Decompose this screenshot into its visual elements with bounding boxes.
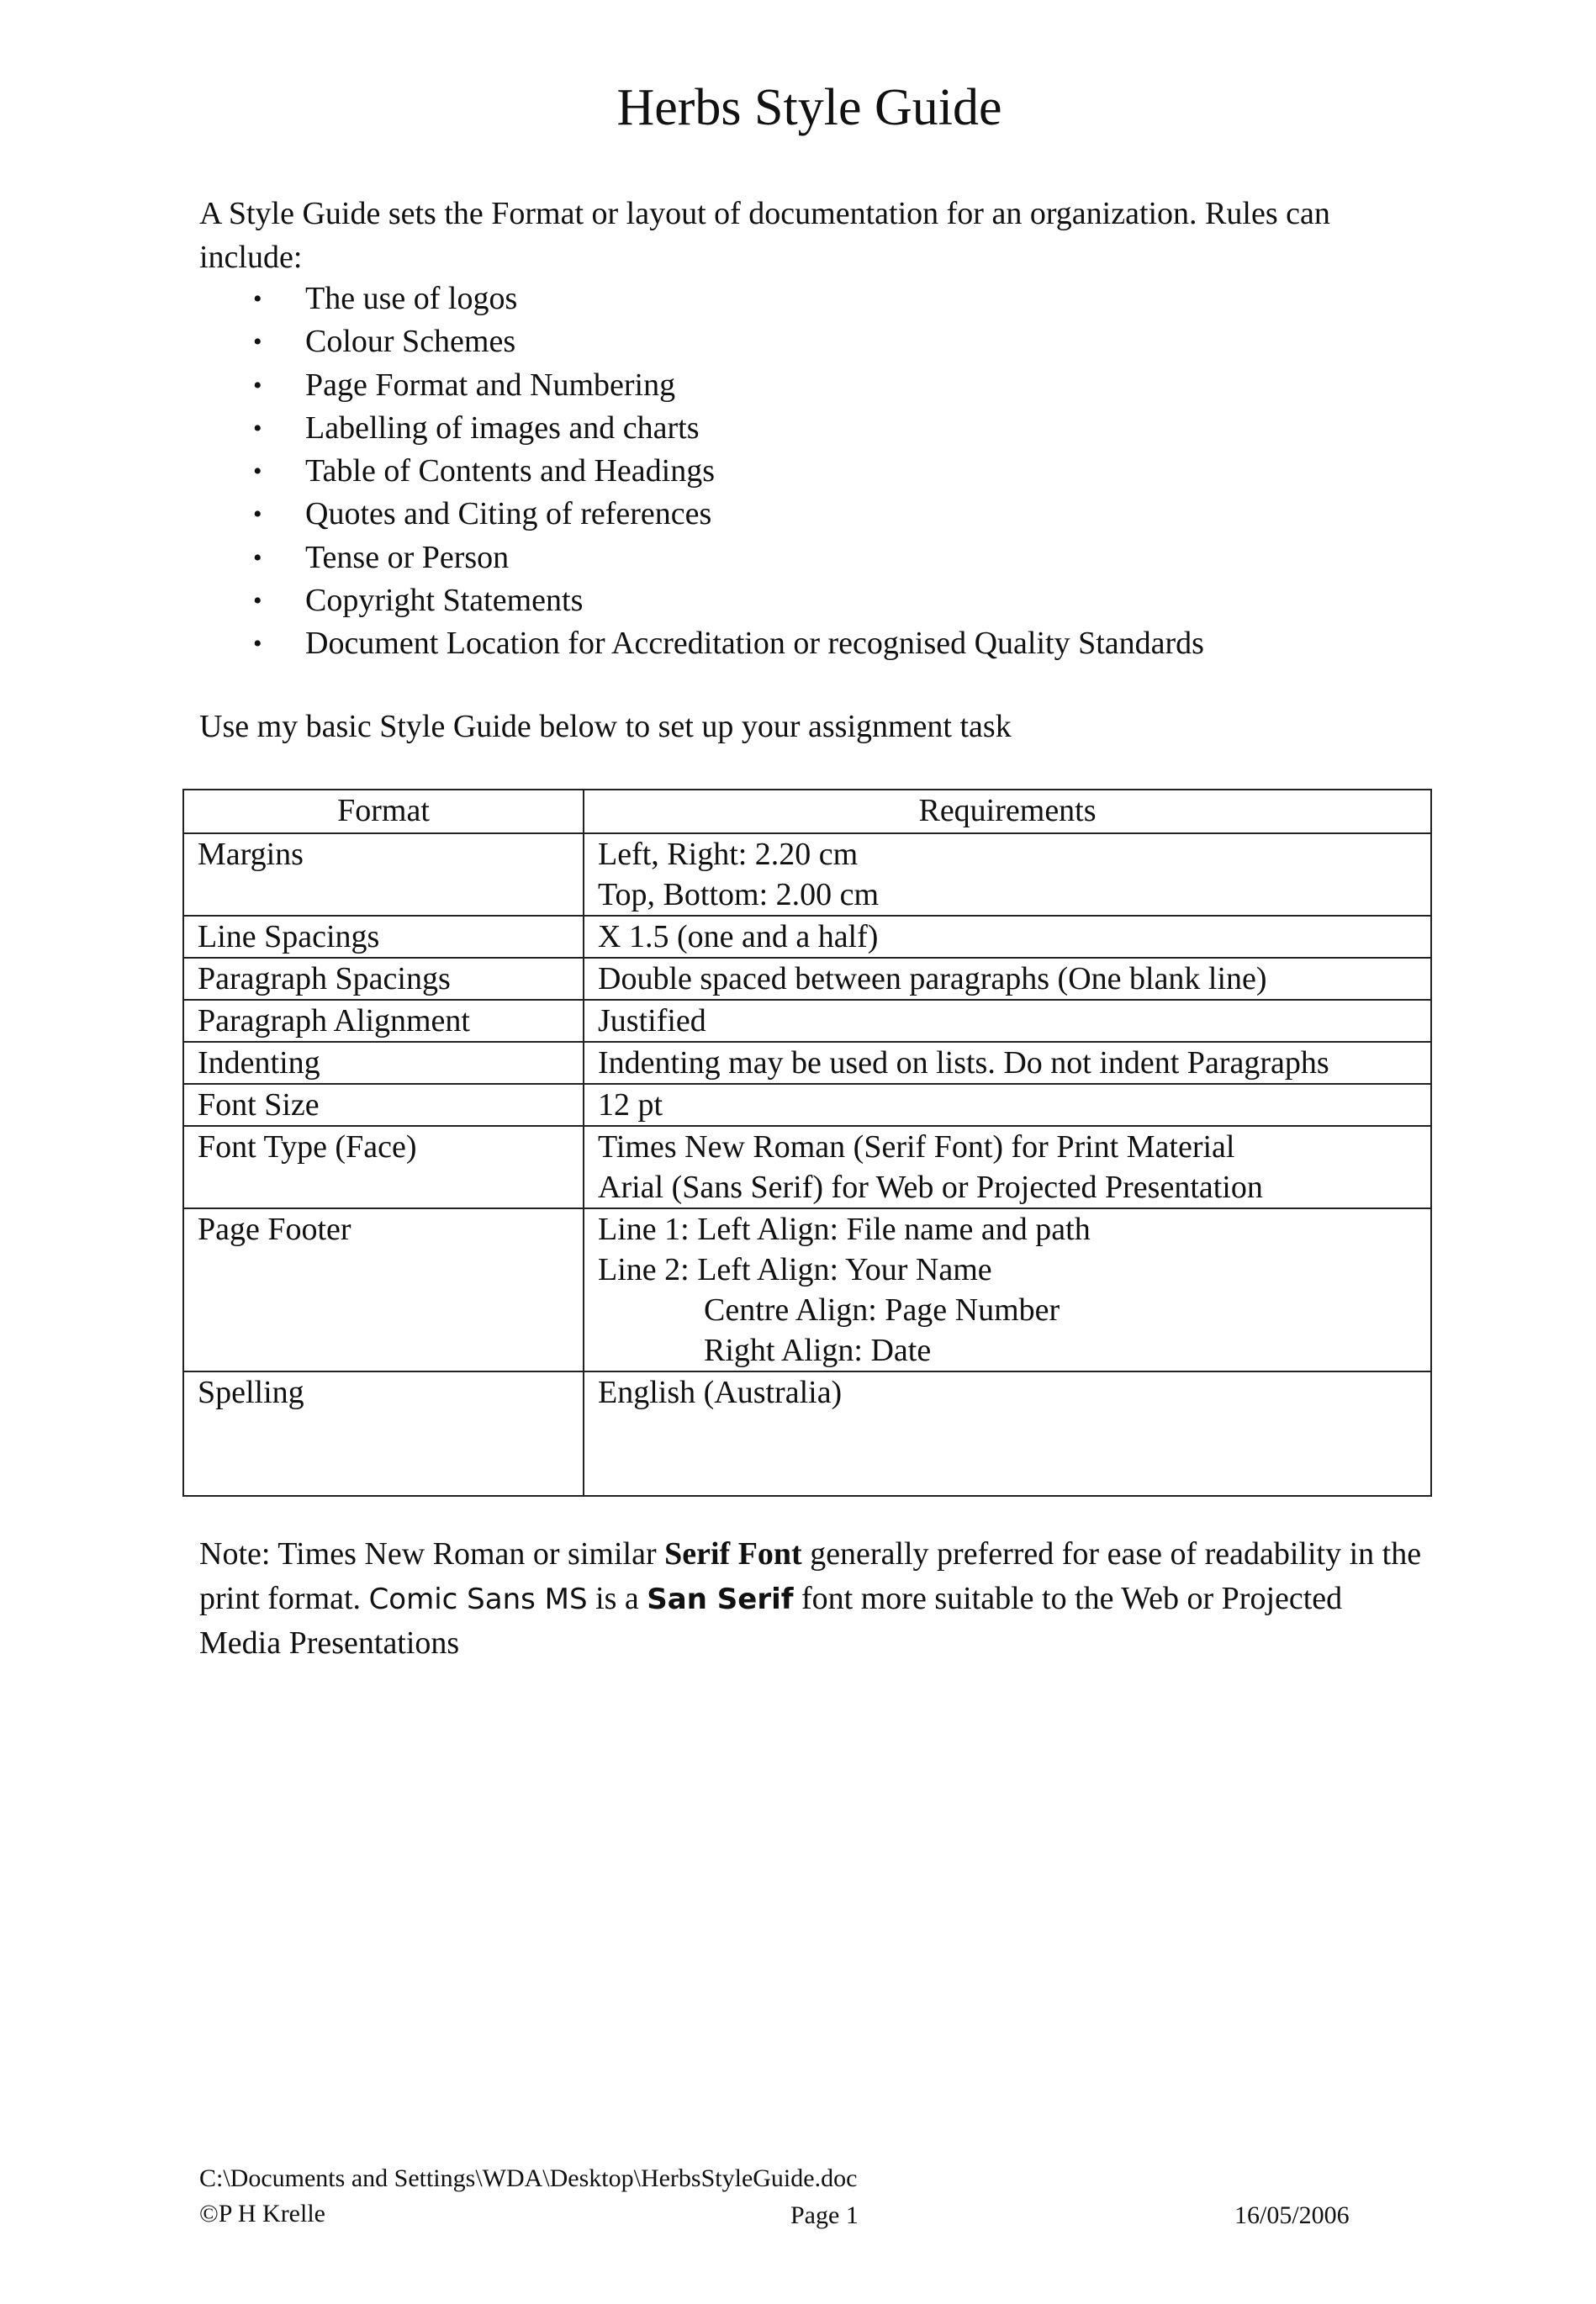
list-item-text: Tense or Person — [305, 539, 510, 575]
requirements-cell — [584, 1084, 1431, 1126]
bullet-icon: • — [253, 328, 262, 357]
list-item-text: Labelling of images and charts — [305, 410, 700, 446]
footer-date: 16/05/2006 — [1234, 2201, 1350, 2229]
header-requirements: Requirements — [584, 790, 1431, 833]
format-cell: Font Size — [183, 1084, 584, 1126]
format-cell: Paragraph Alignment — [183, 1000, 584, 1042]
requirement-line: Double spaced between paragraphs (One blank line) — [598, 961, 1267, 996]
style-guide-table — [182, 789, 1432, 1497]
note-text: generally preferred for ease of readability in the print format. — [199, 1536, 1422, 1616]
note-san-serif: San Serif — [647, 1582, 794, 1616]
table-row — [183, 1084, 1431, 1126]
table-row — [183, 1371, 1431, 1496]
list-item — [199, 320, 1204, 363]
list-item — [199, 493, 1204, 536]
table-row — [183, 1000, 1431, 1042]
table-row — [183, 1208, 1431, 1371]
note-paragraph — [199, 1532, 1427, 1666]
list-item — [199, 536, 1204, 579]
intro-paragraph: A Style Guide sets the Format or layout of documentation for an organization. Rules can include: — [199, 196, 1330, 275]
requirements-cell — [584, 1042, 1431, 1084]
footer-copyright: ©P H Krelle — [199, 2200, 325, 2227]
bullet-icon: • — [253, 285, 262, 313]
table-row — [183, 916, 1431, 958]
requirement-line: Arial (Sans Serif) for Web or Projected Presentation — [598, 1170, 1263, 1205]
bullet-icon: • — [253, 371, 262, 399]
list-item-text: Copyright Statements — [305, 583, 584, 619]
table-row — [183, 1126, 1431, 1208]
list-item-text: Table of Contents and Headings — [305, 453, 716, 489]
footer-file-path: C:\Documents and Settings\WDA\Desktop\HerbsStyleGuide.doc — [199, 2164, 858, 2192]
format-cell: Line Spacings — [183, 916, 584, 958]
requirements-cell — [584, 1371, 1431, 1496]
requirements-cell — [584, 1126, 1431, 1208]
list-item-text: Page Format and Numbering — [305, 367, 676, 403]
bullet-icon: • — [253, 457, 262, 486]
list-item-text: Quotes and Citing of references — [305, 496, 712, 532]
list-item — [199, 407, 1204, 450]
table-row — [183, 958, 1431, 1000]
requirement-line: Centre Align: Page Number — [704, 1292, 1060, 1328]
rules-list — [199, 277, 1204, 666]
requirement-line: 12 pt — [598, 1087, 663, 1123]
list-item-text: Document Location for Accreditation or recognised Quality Standards — [305, 626, 1204, 662]
requirement-line: English (Australia) — [598, 1375, 843, 1410]
bullet-icon: • — [253, 500, 262, 529]
requirements-cell — [584, 1000, 1431, 1042]
requirements-cell — [584, 958, 1431, 1000]
note-serif-font: Serif Font — [664, 1536, 802, 1572]
bullet-icon: • — [253, 587, 262, 616]
note-text: is a — [587, 1580, 647, 1616]
table-header-row — [183, 790, 1431, 833]
requirement-line: Indenting may be used on lists. Do not indent Paragraphs — [598, 1045, 1329, 1081]
requirement-line: Line 2: Left Align: Your Name — [598, 1252, 992, 1287]
list-item — [199, 450, 1204, 493]
list-item — [199, 579, 1204, 622]
bullet-icon: • — [253, 414, 262, 442]
format-cell: Margins — [183, 833, 584, 916]
requirement-line: Right Align: Date — [704, 1333, 932, 1368]
list-item — [199, 622, 1204, 665]
note-text: font more suitable to the Web or Projected Media Presentations — [199, 1580, 1343, 1661]
format-cell: Spelling — [183, 1371, 584, 1496]
note-text: Note: Times New Roman or similar — [199, 1536, 665, 1572]
list-item — [199, 277, 1204, 320]
list-item-text: The use of logos — [305, 281, 518, 316]
list-item-text: Colour Schemes — [305, 324, 516, 360]
bullet-icon: • — [253, 630, 262, 658]
requirement-line: X 1.5 (one and a half) — [598, 919, 879, 954]
requirements-cell — [584, 916, 1431, 958]
instruction-line: Use my basic Style Guide below to set up your assignment task — [199, 709, 1012, 744]
requirement-line: Justified — [598, 1003, 706, 1038]
requirements-cell — [584, 1208, 1431, 1371]
header-format: Format — [183, 790, 584, 833]
bullet-icon: • — [253, 543, 262, 572]
requirement-line: Line 1: Left Align: File name and path — [598, 1212, 1091, 1247]
list-item — [199, 364, 1204, 407]
table-row — [183, 833, 1431, 916]
table-row — [183, 1042, 1431, 1084]
requirement-line: Left, Right: 2.20 cm — [598, 837, 859, 872]
requirement-line: Top, Bottom: 2.00 cm — [598, 877, 880, 912]
format-cell: Page Footer — [183, 1208, 584, 1371]
requirement-line: Times New Roman (Serif Font) for Print Material — [598, 1129, 1235, 1165]
format-cell: Indenting — [183, 1042, 584, 1084]
format-cell: Paragraph Spacings — [183, 958, 584, 1000]
page-title: Herbs Style Guide — [616, 79, 1002, 136]
format-cell: Font Type (Face) — [183, 1126, 584, 1208]
requirements-cell — [584, 833, 1431, 916]
note-comic-sans: Comic Sans MS — [368, 1582, 588, 1616]
footer-page-number: Page 1 — [790, 2201, 859, 2229]
